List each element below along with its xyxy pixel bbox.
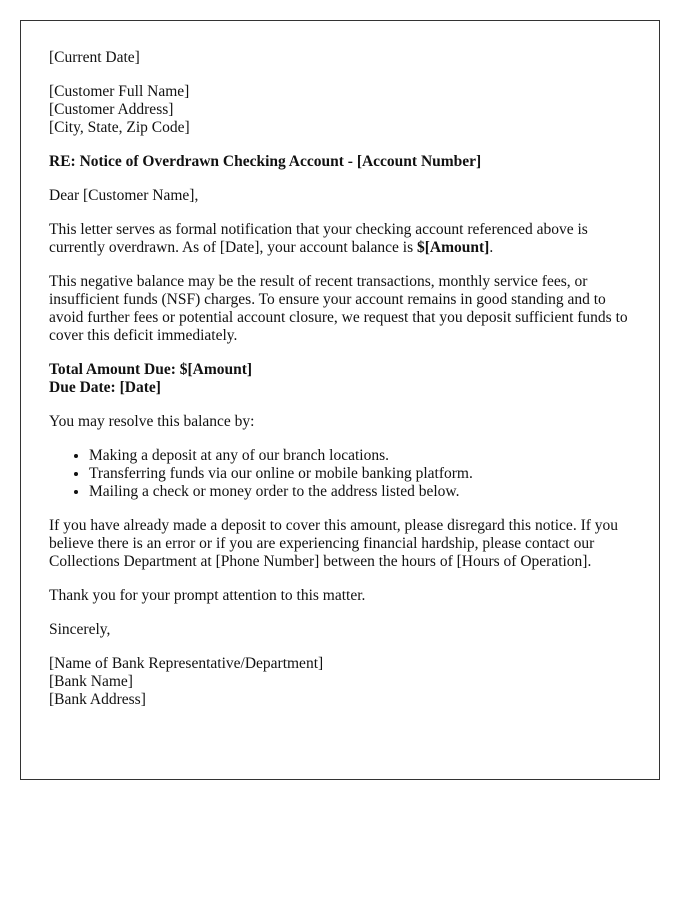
signature-block [49,655,631,709]
amount-due-block [49,361,631,397]
recipient-city-state-zip: [City, State, Zip Code] [49,119,190,136]
notification-text: This letter serves as formal notification that your checking account referenced above is currently overdrawn. As of [Date], your account balance is [49,221,588,256]
list-item: • Transferring funds via our online or mobile banking platform. [89,465,631,483]
total-amount-due: Total Amount Due: $[Amount] [49,361,253,378]
letter-date: [Current Date] [49,49,140,66]
notification-end: . [489,239,494,256]
resolution-options-list [49,447,631,501]
notification-paragraph [49,221,631,257]
resolve-intro: You may resolve this balance by: [49,413,255,430]
salutation: Dear [Customer Name], [49,187,199,204]
explanation-paragraph: This negative balance may be the result of recent transactions, monthly service fees, or insufficient funds (NSF) charges. To ensure your account remains in good standing and to avoid further fees or potential account closure, we request that you deposit sufficient funds to cover this deficit immediately. [49,273,628,344]
list-item: • Making a deposit at any of our branch locations. [89,447,631,465]
list-item: • Mailing a check or money order to the address listed below. [89,483,631,501]
recipient-address: [Customer Address] [49,101,174,118]
closing: Sincerely, [49,621,111,638]
due-date: Due Date: [Date] [49,379,161,396]
contact-paragraph: If you have already made a deposit to cover this amount, please disregard this notice. If you believe there is an error or if you are experiencing financial hardship, please contact our Collections Department at [Phone Number] between the hours of [Hours of Operation]. [49,517,619,570]
signature-name: [Name of Bank Representative/Department] [49,655,324,672]
balance-amount: $[Amount] [416,239,490,256]
letter-document [20,20,660,780]
thanks-line: Thank you for your prompt attention to this matter. [49,587,366,604]
recipient-block [49,83,631,137]
recipient-name: [Customer Full Name] [49,83,190,100]
signature-bank-address: [Bank Address] [49,691,146,708]
subject-line: RE: Notice of Overdrawn Checking Account - [Account Number] [49,153,482,170]
signature-bank-name: [Bank Name] [49,673,133,690]
